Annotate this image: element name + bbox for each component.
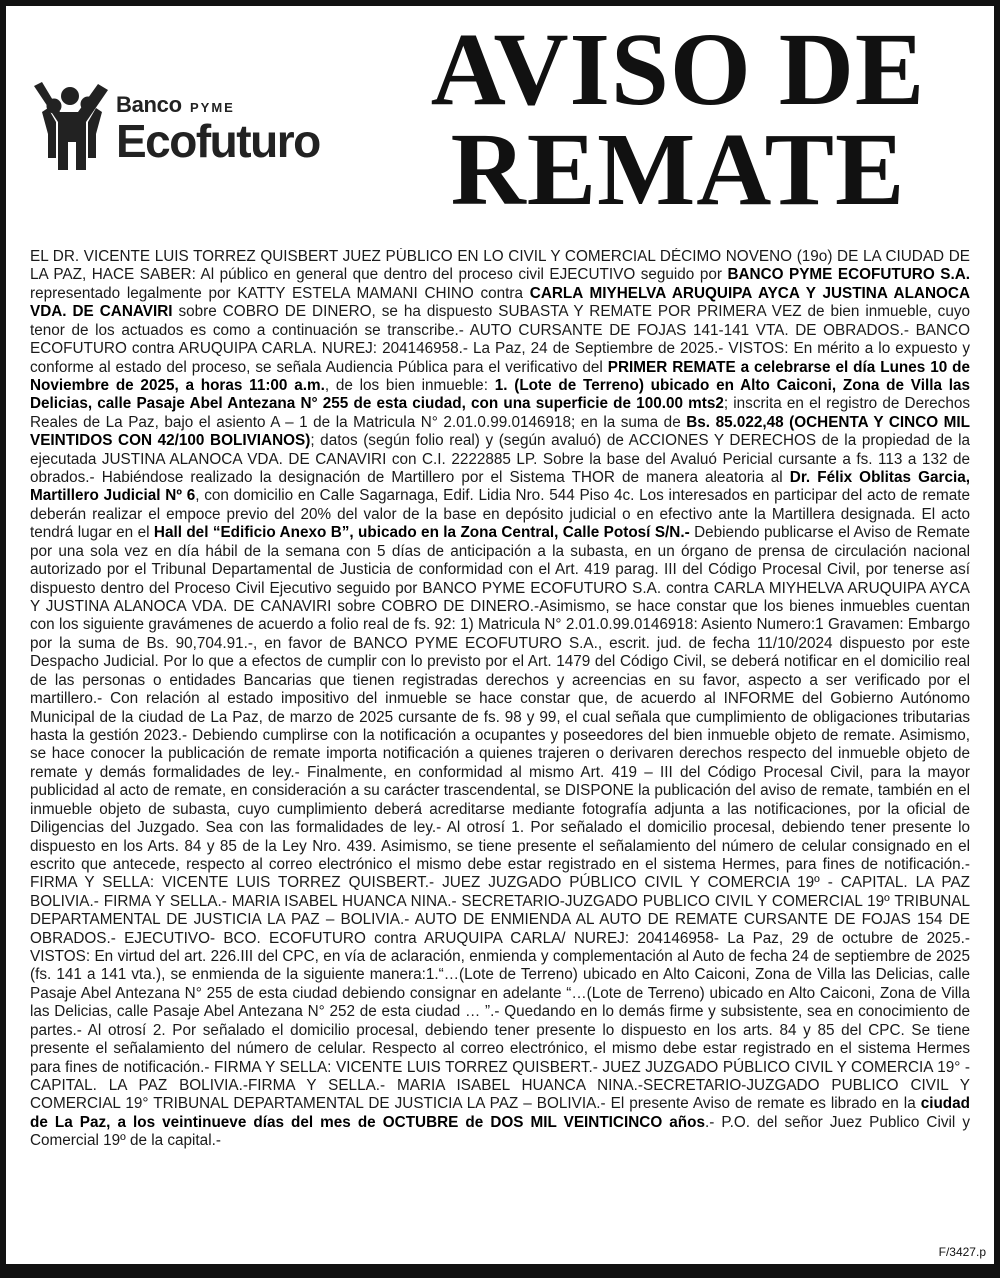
body-text-segment: sobre COBRO DE DINERO, se ha dispuesto SUBASTA Y REMATE POR PRIMERA VEZ de bien inmueble, cuyo tenor de los actuados es como a continuación se transcribe.- AUTO CURSANTE DE FOJAS 141-141 VTA. DE OBRADOS.- BANCO ECOFUTURO contra ARUQUIPA CARLA. NUREJ: 204146958.- La Paz, 24 de Septiembre de 2025.- VISTOS: En mérito a lo expuesto y conforme al estado del proceso, se señala Audiencia Pública para el verificativo del bbox=[30, 303, 970, 376]
body-bold-segment: ciudad de La Paz, a los veintinueve días del mes de OCTUBRE de DOS MIL VEINTICINCO años bbox=[30, 1095, 970, 1131]
left-border bbox=[0, 0, 6, 1278]
publication-reference: F/3427.p bbox=[938, 1245, 986, 1259]
title-line-1: AVISO DE bbox=[430, 12, 926, 127]
top-border bbox=[0, 0, 1000, 6]
body-bold-segment: Dr. Félix Oblitas Garcia, Martillero Judicial Nº 6 bbox=[30, 469, 970, 505]
body-text-segment: , con domicilio en Calle Sagarnaga, Edif. Lidia Nro. 544 Piso 4c. Los interesados en participar del acto de remate deberán realizar el empoce previo del 20% del valor de la base en depósito judicial o en efectivo ante la Martillera designada. El acto tendrá lugar en el bbox=[30, 487, 970, 542]
people-raising-hands-icon bbox=[32, 78, 112, 174]
body-bold-segment: Hall del “Edificio Anexo B”, ubicado en la Zona Central, Calle Potosí S/N.- bbox=[153, 524, 690, 542]
bank-logo bbox=[32, 78, 352, 178]
body-text-segment: .- P.O. del señor Juez Publico Civil y Comercial 19º de la capital.- bbox=[30, 1113, 970, 1150]
right-border bbox=[994, 0, 1000, 1278]
logo-ecofuturo-text: Ecofuturo bbox=[116, 115, 320, 167]
page-title bbox=[378, 12, 978, 227]
body-text-segment: Debiendo publicarse el Aviso de Remate por una sola vez en día hábil de la semana con 5 días de anticipación a la subasta, en un órgano de prensa de circulación nacional autorizado por el Tribunal Departamental de Justicia de conformidad con el Art. 419 parag. III del Código Procesal Civil, por tenerse así dispuesto dentro del Proceso Civil Ejecutivo seguido por BANCO PYME ECOFUTURO S.A. contra CARLA MIYHELVA ARUQUIPA AYCA Y JUSTINA ALANOCA VDA. DE CANAVIRI sobre COBRO DE DINERO.-Asimismo, se hace constar que los bienes inmuebles cuentan con los siguiente gravámenes de acuerdo a folio real de fs. 92: 1) Matricula N° 2.01.0.99.0146918: Asiento Numero:1 Gravamen: Embargo por la suma de Bs. 90,704.91.-, en favor de BANCO PYME ECOFUTURO S.A., escrit. jud. de fecha 11/10/2024 dispuesto por este Despacho Judicial. Por lo que a efectos de cumplir con lo previsto por el Art. 1479 del Código Civil, se deberá notificar en el domicilio real de las personas o entidades Bancarias que tienen registradas derechos y acreencias en su favor, aspecto a ser verificado por el martillero.- Con relación al estado impositivo del inmueble se hace constar que, de acuerdo al INFORME del Gobierno Autónomo Municipal de la ciudad de La Paz, de marzo de 2025 cursante de fs. 98 y 99, el cual señala que cumplimiento de obligaciones tributarias hasta la gestión 2023.- Debiendo cumplirse con la notificación a ocupantes y poseedores del bien inmueble objeto de remate. Asimismo, se hace conocer la publicación de remate importa notificación a quienes trajeren o derivaren derechos respecto del inmueble objeto de remate y demás formalidades de ley.- Finalmente, en conformidad al mismo Art. 419 – III del Código Procesal Civil, para la mayor publicidad al acto de remate, en consideración a su carácter trascendental, se DISPONE la publicación del aviso de remate, también en el inmueble objeto de subasta, cuyo cumplimiento deberá acreditarse mediante fotografía adjunta a las notificaciones, por la oficial de Diligencias del Juzgado. Sea con las formalidades de ley.- Al otrosí 1. Por señalado el domicilio procesal, debiendo tener presente lo dispuesto en los Arts. 84 y 85 de la Ley Nro. 439. Asimismo, se tiene presente el señalamiento del número de celular consignado en el escrito que antecede, respecto al correo electrónico el mismo debe estar registrado en el sistema Hermes, para fines de notificación.- FIRMA Y SELLA: VICENTE LUIS TORREZ QUISBERT.- JUEZ JUZGADO PÚBLICO CIVIL Y COMERCIA 19º - CAPITAL. LA PAZ BOLIVIA.- FIRMA Y SELLA.- MARIA ISABEL HUANCA NINA.- SECRETARIO-JUZGADO PUBLICO CIVIL Y COMERCIAL 19º TRIBUNAL DEPARTAMENTAL DE JUSTICIA LA PAZ – BOLIVIA.- AUTO DE ENMIENDA AL AUTO DE REMATE CURSANTE DE FOJAS 154 DE OBRADOS.- EJECUTIVO- BCO. ECOFUTURO contra ARUQUIPA CARLA/ NUREJ: 204146958- La Paz, 29 de octubre de 2025.- VISTOS: En virtud del art. 226.III del CPC, en vía de aclaración, enmienda y complementación al Auto de fecha 24 de septiembre de 2025 (fs. 141 a 141 vta.), se enmienda de la siguiente manera:1.“…(Lote de Terreno) ubicado en Alto Caiconi, Zona de Villa las Delicias, calle Pasaje Abel Antezana N° 255 de esta ciudad debiendo consignar en adelante “…(Lote de Terreno) ubicado en Alto Caiconi, Zona de Villa las Delicias, calle Pasaje Abel Antezana N° 252 de esta ciudad … ”.- Quedando en lo demás firme y subsistente, sea en conocimiento de partes.- Al otrosí 2. Por señalado el domicilio procesal, debiendo tener presente lo dispuesto en los arts. 84 y 85 del CPC. Se tiene presente el señalamiento del número de celular. Respecto al correo electrónico, el mismo debe estar registrado en el sistema Hermes para fines de notificación.- FIRMA Y SELLA: VICENTE LUIS TORREZ QUISBERT.- JUEZ JUZGADO PÚBLICO CIVIL Y COMERCIA 19° - CAPITAL. LA PAZ BOLIVIA.-FIRMA Y SELLA.- MARIA ISABEL HUANCA NINA.-SECRETARIO-JUZGADO PUBLICO CIVIL Y COMERCIAL 19° TRIBUNAL DEPARTAMENTAL DE JUSTICIA LA PAZ – BOLIVIA.- El presente Aviso de remate es librado en la bbox=[30, 524, 970, 1113]
notice-body bbox=[30, 248, 970, 1248]
title-line-2: REMATE bbox=[450, 112, 906, 227]
bottom-border bbox=[0, 1264, 1000, 1278]
body-text-segment: ; datos (según folio real) y (según avaluó) de ACCIONES Y DERECHOS de la propiedad de la ejecutada JUSTINA ALANOCA VDA. DE CANAVIRI con C.I. 2222885 LP. Sobre la base del Avaluó Pericial cursante a fs. 113 a 132 de obrados.- Habiéndose realizado la designación de Martillero por el Sistema THOR de manera aleatoria al bbox=[30, 432, 970, 487]
body-bold-segment: BANCO PYME ECOFUTURO S.A. bbox=[727, 266, 970, 284]
body-bold-segment: CARLA MIYHELVA ARUQUIPA AYCA Y JUSTINA ALANOCA VDA. DE CANAVIRI bbox=[30, 284, 970, 321]
body-bold-segment: PRIMER REMATE a celebrarse el día Lunes 10 de Noviembre de 2025, a horas 11:00 a.m. bbox=[30, 358, 970, 394]
body-text-segment: ; inscrita en el registro de Derechos Reales de La Paz, bajo el asiento A – 1 de la Matricula N° 2.01.0.99.0146918; en la suma de bbox=[30, 395, 970, 431]
logo-pyme-text: PYME bbox=[190, 100, 235, 115]
body-bold-segment: Bs. 85.022,48 (OCHENTA Y CINCO MIL VEINTIDOS CON 42/100 BOLIVIANOS) bbox=[30, 413, 970, 450]
logo-banco-text: Banco bbox=[116, 92, 182, 117]
body-text-segment: representado legalmente por KATTY ESTELA MAMANI CHINO contra bbox=[30, 284, 530, 302]
body-bold-segment: 1. (Lote de Terreno) ubicado en Alto Caiconi, Zona de Villa las Delicias, calle Pasaje Abel Antezana N° 255 de esta ciudad, con una superficie de 100.00 mts2 bbox=[30, 376, 970, 413]
body-text-segment: , de los bien inmueble: bbox=[324, 376, 495, 394]
body-text-segment: EL DR. VICENTE LUIS TORREZ QUISBERT JUEZ PÚBLICO EN LO CIVIL Y COMERCIAL DÉCIMO NOVENO (19o) DE LA CIUDAD DE LA PAZ, HACE SABER: Al público en general que dentro del proceso civil EJECUTIVO seguido por bbox=[30, 248, 970, 284]
